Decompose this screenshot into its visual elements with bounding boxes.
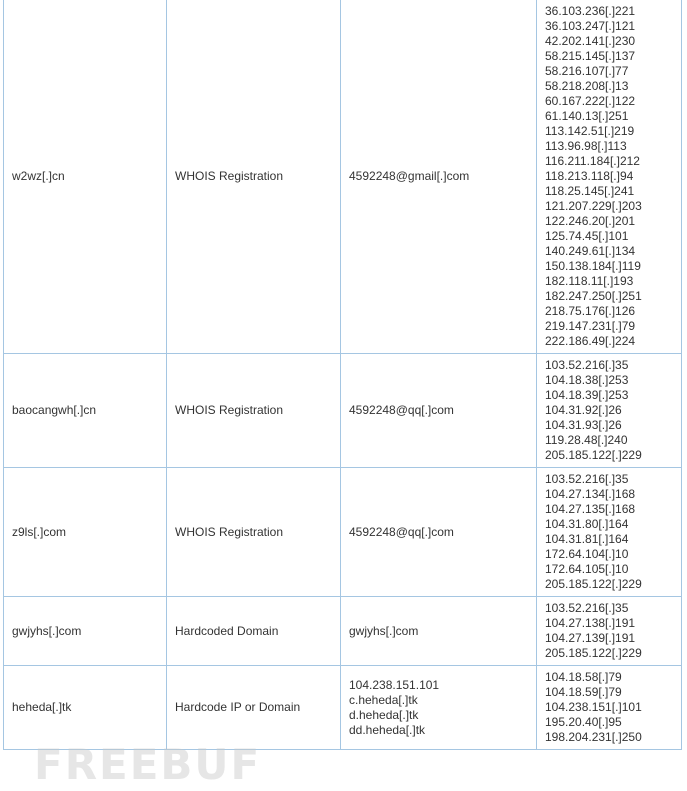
ip-address: 195.20.40[.]95: [545, 715, 622, 729]
value-line: 4592248@qq[.]com: [349, 403, 454, 417]
type-cell: Hardcode IP or Domain: [167, 666, 341, 750]
ip-address: 219.147.231[.]79: [545, 319, 636, 333]
value-cell: [341, 666, 537, 750]
value-line: 4592248@gmail[.]com: [349, 169, 470, 183]
ip-address: 172.64.105[.]10: [545, 562, 629, 576]
ip-list-cell: [537, 666, 682, 750]
ip-address: 58.216.107[.]77: [545, 64, 629, 78]
value-line: gwjyhs[.]com: [349, 623, 419, 638]
value-cell: [341, 0, 537, 354]
value-line: dd.heheda[.]tk: [349, 722, 426, 737]
ip-address: 172.64.104[.]10: [545, 547, 629, 561]
table-row: [4, 354, 682, 468]
table-row: [4, 666, 682, 750]
ip-address: 113.142.51[.]219: [545, 124, 635, 138]
ip-address: 104.31.80[.]164: [545, 517, 629, 531]
ip-address: 42.202.141[.]230: [545, 34, 636, 48]
ip-address: 205.185.122[.]229: [545, 577, 642, 591]
ip-address: 60.167.222[.]122: [545, 94, 636, 108]
domain-cell: heheda[.]tk: [4, 666, 167, 750]
domain-cell: gwjyhs[.]com: [4, 597, 167, 666]
domain-cell: z9ls[.]com: [4, 468, 167, 597]
ip-address: 119.28.48[.]240: [545, 433, 628, 447]
ip-address: 104.18.39[.]253: [545, 388, 629, 402]
ip-address: 205.185.122[.]229: [545, 646, 642, 660]
ip-address: 104.31.92[.]26: [545, 403, 622, 417]
ip-address: 125.74.45[.]101: [545, 229, 629, 243]
value-cell: [341, 597, 537, 666]
value-line: c.heheda[.]tk: [349, 692, 418, 707]
ip-address: 113.96.98[.]113: [545, 139, 627, 153]
ip-address: 103.52.216[.]35: [545, 358, 629, 372]
ip-address: 218.75.176[.]126: [545, 304, 636, 318]
ip-address: 104.27.135[.]168: [545, 502, 636, 516]
table-row: [4, 597, 682, 666]
ip-list-cell: [537, 0, 682, 354]
domain-cell: w2wz[.]cn: [4, 0, 167, 354]
ip-address: 122.246.20[.]201: [545, 214, 636, 228]
value-cell: [341, 354, 537, 468]
ip-address: 104.27.139[.]191: [545, 631, 636, 645]
value-line: 4592248@qq[.]com: [349, 524, 454, 539]
ip-address: 182.118.11[.]193: [545, 274, 634, 288]
ip-address: 116.211.184[.]212: [545, 154, 640, 168]
ip-list-cell: [537, 354, 682, 468]
ip-address: 118.25.145[.]241: [545, 184, 635, 198]
value-line: d.heheda[.]tk: [349, 707, 419, 722]
ip-address: 103.52.216[.]35: [545, 472, 629, 486]
ip-address: 121.207.229[.]203: [545, 199, 642, 213]
ip-address: 118.213.118[.]94: [545, 169, 634, 183]
type-cell: WHOIS Registration: [167, 468, 341, 597]
ip-address: 205.185.122[.]229: [545, 448, 642, 462]
value-cell: [341, 468, 537, 597]
ip-address: 36.103.236[.]221: [545, 4, 636, 18]
ip-address: 104.18.58[.]79: [545, 670, 622, 684]
ip-address: 58.218.208[.]13: [545, 79, 629, 93]
ip-address: 140.249.61[.]134: [545, 244, 636, 258]
ip-address: 222.186.49[.]224: [545, 334, 636, 348]
ip-address: 182.247.250[.]251: [545, 289, 642, 303]
ip-list-cell: [537, 597, 682, 666]
type-cell: WHOIS Registration: [167, 0, 341, 354]
ip-address: 61.140.13[.]251: [545, 109, 629, 123]
ip-address: 36.103.247[.]121: [545, 19, 636, 33]
ip-address: 104.238.151[.]101: [545, 700, 642, 714]
table-row: [4, 0, 682, 354]
ip-address: 104.18.38[.]253: [545, 373, 629, 387]
ip-address: 104.18.59[.]79: [545, 685, 622, 699]
watermark-logo: FREEBUF: [34, 740, 262, 789]
ip-address: 58.215.145[.]137: [545, 49, 636, 63]
ip-address: 104.27.138[.]191: [545, 616, 636, 630]
table-row: [4, 468, 682, 597]
domain-cell: baocangwh[.]cn: [4, 354, 167, 468]
ip-list-cell: [537, 468, 682, 597]
type-cell: Hardcoded Domain: [167, 597, 341, 666]
ip-address: 104.31.93[.]26: [545, 418, 622, 432]
ip-address: 150.138.184[.]119: [545, 259, 641, 273]
ip-address: 103.52.216[.]35: [545, 601, 629, 615]
ioc-table: [3, 0, 682, 750]
value-line: 104.238.151.101: [349, 677, 440, 692]
type-cell: WHOIS Registration: [167, 354, 341, 468]
ip-address: 104.27.134[.]168: [545, 487, 636, 501]
ip-address: 104.31.81[.]164: [545, 532, 629, 546]
ip-address: 198.204.231[.]250: [545, 730, 642, 744]
